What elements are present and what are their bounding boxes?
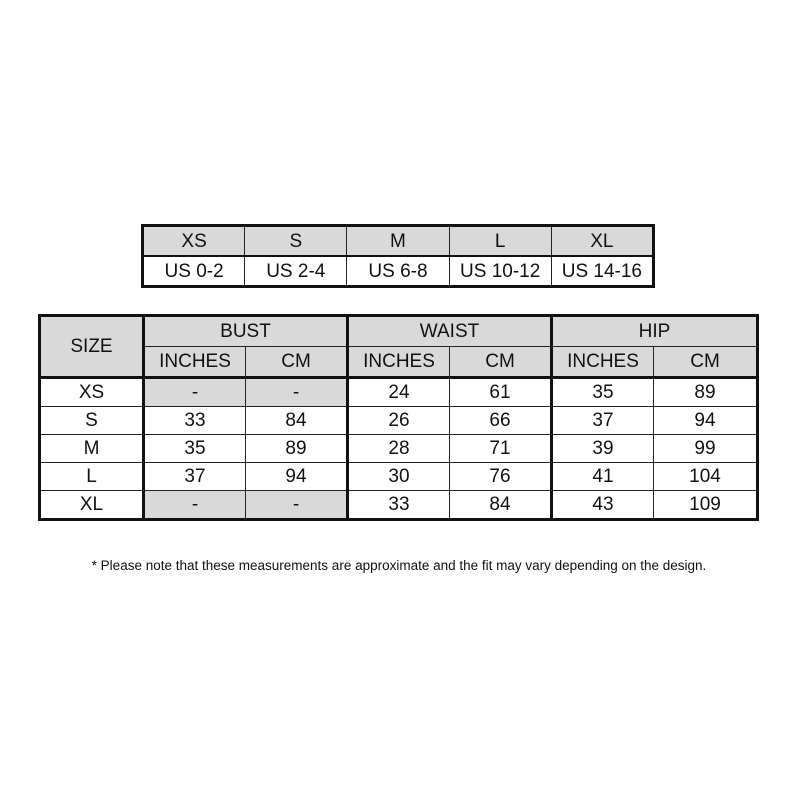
hip-cm-header: CM bbox=[654, 347, 758, 378]
size-label-xs: XS bbox=[143, 226, 245, 257]
hip-inches: 41 bbox=[552, 463, 654, 491]
waist-inches: 24 bbox=[348, 378, 450, 407]
waist-inches: 26 bbox=[348, 407, 450, 435]
bust-inches: - bbox=[144, 491, 246, 520]
bust-inches: 33 bbox=[144, 407, 246, 435]
bust-cm: 89 bbox=[246, 435, 348, 463]
size-column-header: SIZE bbox=[40, 316, 144, 378]
size-label-xl: XL bbox=[551, 226, 653, 257]
bust-inches-header: INCHES bbox=[144, 347, 246, 378]
waist-cm: 66 bbox=[450, 407, 552, 435]
row-size: XL bbox=[40, 491, 144, 520]
size-label-l: L bbox=[449, 226, 551, 257]
row-size: L bbox=[40, 463, 144, 491]
bust-cm: - bbox=[246, 378, 348, 407]
unit-header-row bbox=[40, 347, 758, 378]
bust-cm: 94 bbox=[246, 463, 348, 491]
size-conversion-table bbox=[141, 224, 655, 288]
row-size: S bbox=[40, 407, 144, 435]
us-size-m: US 6-8 bbox=[347, 256, 449, 287]
hip-inches: 43 bbox=[552, 491, 654, 520]
us-size-s: US 2-4 bbox=[245, 256, 347, 287]
hip-cm: 104 bbox=[654, 463, 758, 491]
waist-cm: 76 bbox=[450, 463, 552, 491]
waist-header: WAIST bbox=[348, 316, 552, 347]
us-size-xl: US 14-16 bbox=[551, 256, 653, 287]
hip-inches: 39 bbox=[552, 435, 654, 463]
waist-inches: 30 bbox=[348, 463, 450, 491]
hip-inches: 37 bbox=[552, 407, 654, 435]
hip-cm: 89 bbox=[654, 378, 758, 407]
group-header-row bbox=[40, 316, 758, 347]
hip-header: HIP bbox=[552, 316, 758, 347]
hip-inches: 35 bbox=[552, 378, 654, 407]
table-row bbox=[40, 463, 758, 491]
table-row bbox=[40, 491, 758, 520]
size-label-s: S bbox=[245, 226, 347, 257]
table-row bbox=[40, 435, 758, 463]
waist-inches: 28 bbox=[348, 435, 450, 463]
us-size-l: US 10-12 bbox=[449, 256, 551, 287]
bust-inches: - bbox=[144, 378, 246, 407]
bust-header: BUST bbox=[144, 316, 348, 347]
waist-cm-header: CM bbox=[450, 347, 552, 378]
row-size: XS bbox=[40, 378, 144, 407]
table-row bbox=[40, 378, 758, 407]
us-size-xs: US 0-2 bbox=[143, 256, 245, 287]
row-size: M bbox=[40, 435, 144, 463]
bust-cm: 84 bbox=[246, 407, 348, 435]
table-row bbox=[40, 407, 758, 435]
bust-cm-header: CM bbox=[246, 347, 348, 378]
hip-cm: 99 bbox=[654, 435, 758, 463]
waist-inches-header: INCHES bbox=[348, 347, 450, 378]
measurements-table bbox=[38, 314, 759, 521]
size-row bbox=[143, 226, 654, 257]
waist-cm: 61 bbox=[450, 378, 552, 407]
us-size-row bbox=[143, 256, 654, 287]
hip-cm: 109 bbox=[654, 491, 758, 520]
size-label-m: M bbox=[347, 226, 449, 257]
waist-inches: 33 bbox=[348, 491, 450, 520]
bust-cm: - bbox=[246, 491, 348, 520]
waist-cm: 84 bbox=[450, 491, 552, 520]
measurement-disclaimer: * Please note that these measurements are approximate and the fit may vary depending on the design. bbox=[91, 558, 707, 573]
bust-inches: 37 bbox=[144, 463, 246, 491]
hip-inches-header: INCHES bbox=[552, 347, 654, 378]
bust-inches: 35 bbox=[144, 435, 246, 463]
hip-cm: 94 bbox=[654, 407, 758, 435]
waist-cm: 71 bbox=[450, 435, 552, 463]
